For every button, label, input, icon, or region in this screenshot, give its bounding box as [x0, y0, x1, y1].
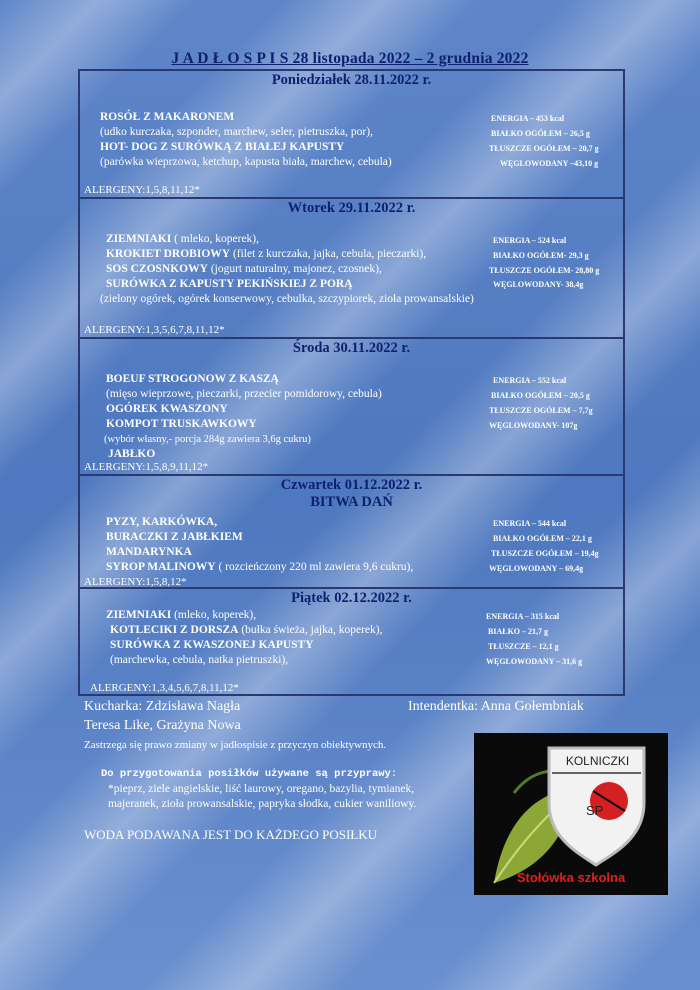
energy-value: ENERGIA – 544 kcal [493, 519, 567, 528]
ingredients: ( rozcieńczony 220 ml zawiera 9,6 cukru), [215, 561, 414, 573]
fat-value: TŁUSZCZE OGÓŁEM – 20,7 g [489, 144, 599, 153]
dish: JABŁKO [108, 448, 156, 460]
day-heading: Piątek 02.12.2022 r. [291, 590, 412, 606]
ingredients: (mięso wieprzowe, pieczarki, przecier pomidorowy, cebula) [106, 388, 382, 400]
day-heading: Środa 30.11.2022 r. [292, 340, 411, 356]
dish: SYROP MALINOWY [106, 561, 216, 573]
dish: SOS CZOSNKOWY [106, 263, 208, 275]
fat-value: TŁUSZCZE OGÓŁEM- 28,80 g [489, 266, 600, 275]
dish: MANDARYNKA [106, 546, 192, 558]
canteen-logo [474, 733, 668, 895]
logo-initials: SP [586, 803, 604, 818]
allergens: ALERGENY:1,5,8,12* [84, 576, 187, 588]
dish: PYZY, KARKÓWKA, [106, 516, 218, 528]
ingredients: (bułka świeża, jajka, koperek), [238, 624, 383, 636]
ingredients: (udko kurczaka, szponder, marchew, seler, pietruszka, por), [100, 126, 373, 138]
dish: SURÓWKA Z KAPUSTY PEKIŃSKIEJ Z PORĄ [106, 278, 353, 290]
dish-line [106, 248, 426, 260]
day-wednesday [80, 339, 623, 476]
energy-value: ENERGIA – 315 kcal [486, 612, 560, 621]
protein-value: BIAŁKO – 21,7 g [488, 627, 549, 636]
day-heading: Wtorek 29.11.2022 r. [287, 200, 416, 216]
spices-heading [101, 768, 397, 780]
day-friday [80, 589, 623, 694]
intendant-name: Intendentka: Anna Gołembniak [408, 699, 584, 714]
spices-title: Do przygotowania posiłków używane są przyprawy [101, 768, 391, 780]
fat-value: TŁUSZCZE – 12,1 g [488, 642, 559, 651]
ingredients: (parówka wieprzowa, ketchup, kapusta biała, marchew, cebula) [100, 156, 392, 168]
dish: ROSÓŁ Z MAKARONEM [100, 111, 235, 123]
staff-names: Teresa Like, Grażyna Nowa [84, 718, 241, 733]
day-monday [80, 71, 623, 199]
carbs-value: WĘGLOWODANY- 38,4g [493, 280, 584, 289]
carbs-value: WĘGLOWODANY –43,10 g [500, 159, 599, 168]
day-thursday [80, 476, 623, 589]
allergens: ALERGENY:1,5,8,9,11,12* [84, 461, 209, 473]
spices-colon: : [390, 768, 398, 780]
dish-line [106, 561, 413, 573]
protein-value: BIAŁKO OGÓŁEM – 22,1 g [493, 534, 592, 543]
dish: OGÓREK KWASZONY [106, 403, 228, 415]
ingredients: ( mleko, koperek), [171, 233, 260, 245]
carbs-value: WĘGLOWODANY – 31,6 g [486, 657, 583, 666]
dish: HOT- DOG Z SURÓWKĄ Z BIAŁEJ KAPUSTY [100, 141, 345, 153]
protein-value: BIAŁKO OGÓŁEM – 26,5 g [491, 129, 590, 138]
carbs-value: WĘGLOWODANY- 107g [489, 421, 578, 430]
dish-line [106, 263, 382, 275]
dish-line [106, 609, 256, 621]
carbs-value: WĘGLOWODANY – 69,4g [489, 564, 584, 573]
allergens: ALERGENY:1,3,5,6,7,8,11,12* [84, 324, 225, 336]
day-subheading: BITWA DAŃ [310, 494, 393, 510]
day-heading: Poniedziałek 28.11.2022 r. [271, 72, 432, 88]
ingredients: (filet z kurczaka, jajka, cebula, pieczarki), [230, 248, 427, 260]
day-heading: Czwartek 01.12.2022 r. [280, 477, 423, 493]
dish: KOTLECIKI Z DORSZA [110, 624, 239, 636]
logo-name: KOLNICZKI [565, 754, 630, 768]
dish: ZIEMNIAKI [106, 609, 172, 621]
dish-line [106, 233, 259, 245]
water-note: WODA PODAWANA JEST DO KAŻDEGO POSIŁKU [84, 827, 378, 842]
logo-caption: Stołówka szkolna [516, 870, 626, 885]
allergens: ALERGENY:1,3,4,5,6,7,8,11,12* [90, 682, 239, 694]
spices-list: majeranek, zioła prowansalskie, papryka słodka, cukier waniliowy. [108, 798, 417, 810]
energy-value: ENERGIA – 453 kcal [491, 114, 565, 123]
dish: ZIEMNIAKI [106, 233, 172, 245]
menu-table [78, 69, 625, 696]
cook-name: Kucharka: Zdzisława Nagła [84, 699, 241, 714]
protein-value: BIAŁKO OGÓŁEM- 29,3 g [493, 251, 589, 260]
dish: KROKIET DROBIOWY [106, 248, 231, 260]
spices-list: *pieprz, ziele angielskie, liść laurowy, oregano, bazylia, tymianek, [108, 783, 415, 795]
ingredients: (wybór własny,- porcja 284g zawiera 3,6g cukru) [104, 434, 311, 445]
dish-line [110, 624, 382, 636]
energy-value: ENERGIA – 552 kcal [493, 376, 567, 385]
disclaimer: Zastrzega się prawo zmiany w jadłospisie z przyczyn obiektywnych. [84, 739, 387, 751]
ingredients: (zielony ogórek, ogórek konserwowy, cebulka, szczypiorek, zioła prowansalskie) [100, 293, 474, 305]
fat-value: TŁUSZCZE OGÓŁEM – 19,4g [491, 549, 599, 558]
fat-value: TŁUSZCZE OGÓŁEM – 7,7g [489, 406, 593, 415]
dish: BURACZKI Z JABŁKIEM [106, 531, 243, 543]
ingredients: (jogurt naturalny, majonez, czosnek), [207, 263, 382, 275]
ingredients: (marchewka, cebula, natka pietruszki), [110, 654, 289, 666]
energy-value: ENERGIA – 524 kcal [493, 236, 567, 245]
dish: KOMPOT TRUSKAWKOWY [106, 418, 257, 430]
protein-value: BIAŁKO OGÓŁEM – 20,5 g [491, 391, 590, 400]
ingredients: (mleko, koperek), [171, 609, 257, 621]
dish: SURÓWKA Z KWASZONEJ KAPUSTY [110, 639, 314, 651]
menu-title: J A D Ł O S P I S 28 listopada 2022 – 2 grudnia 2022 [171, 50, 529, 67]
dish: BOEUF STROGONOW Z KASZĄ [106, 373, 279, 385]
allergens: ALERGENY:1,5,8,11,12* [84, 184, 200, 196]
day-tuesday [80, 199, 623, 339]
